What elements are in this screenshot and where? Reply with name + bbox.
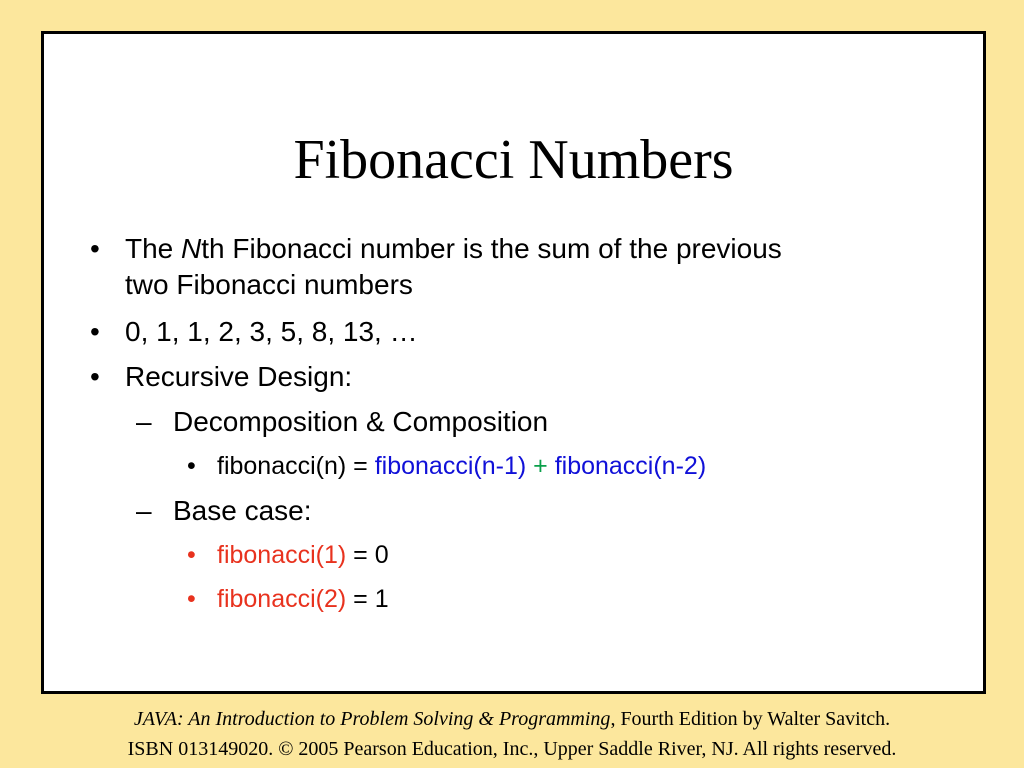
recurrence-term-1: fibonacci(n-1) (374, 452, 527, 480)
recurrence-lhs: fibonacci(n) = (217, 452, 375, 480)
footer-line-1 (0, 709, 1024, 729)
footer-line-2: ISBN 013149020. © 2005 Pearson Education, Inc., Upper Saddle River, NJ. All rights reserved. (127, 738, 897, 760)
base-case-1-call: fibonacci(1) (217, 541, 347, 569)
recurrence-line (217, 454, 706, 479)
bullet-1-italic-n: N (181, 233, 202, 264)
recurrence-plus: + (533, 452, 548, 480)
sub-bullet-base-case-text: Base case: (173, 495, 312, 526)
bullet-3-text: Recursive Design: (125, 361, 353, 392)
footer-edition: , Fourth Edition by Walter Savitch. (610, 708, 891, 730)
base-case-2-call: fibonacci(2) (217, 585, 347, 613)
base-case-1-line (217, 543, 389, 568)
base-case-1-value: = 0 (346, 541, 389, 569)
base-case-2-value: = 1 (346, 585, 389, 613)
bullet-marker: • (187, 585, 196, 613)
bullet-marker: • (90, 233, 100, 264)
bullet-1-prefix: The (125, 233, 182, 264)
base-case-2-line (217, 587, 389, 612)
slide-title: Fibonacci Numbers (293, 129, 734, 191)
bullet-1-line-1 (125, 235, 782, 263)
bullet-marker: • (187, 541, 196, 569)
bullet-1-text: th Fibonacci number is the sum of the previous (201, 233, 782, 264)
slide-content (44, 34, 989, 697)
bullet-1-line-2: two Fibonacci numbers (125, 269, 413, 300)
dash-marker: – (136, 406, 152, 437)
bullet-marker: • (90, 361, 100, 392)
slide-panel (41, 31, 986, 694)
bullet-marker: • (187, 452, 196, 480)
footer-book-title: JAVA: An Introduction to Problem Solving & Programming (133, 708, 611, 730)
bullet-marker: • (90, 316, 100, 347)
sub-bullet-decomposition-text: Decomposition & Composition (173, 406, 549, 437)
dash-marker: – (136, 495, 152, 526)
bullet-2-text: 0, 1, 1, 2, 3, 5, 8, 13, … (125, 316, 418, 347)
recurrence-term-2: fibonacci(n-2) (554, 452, 707, 480)
